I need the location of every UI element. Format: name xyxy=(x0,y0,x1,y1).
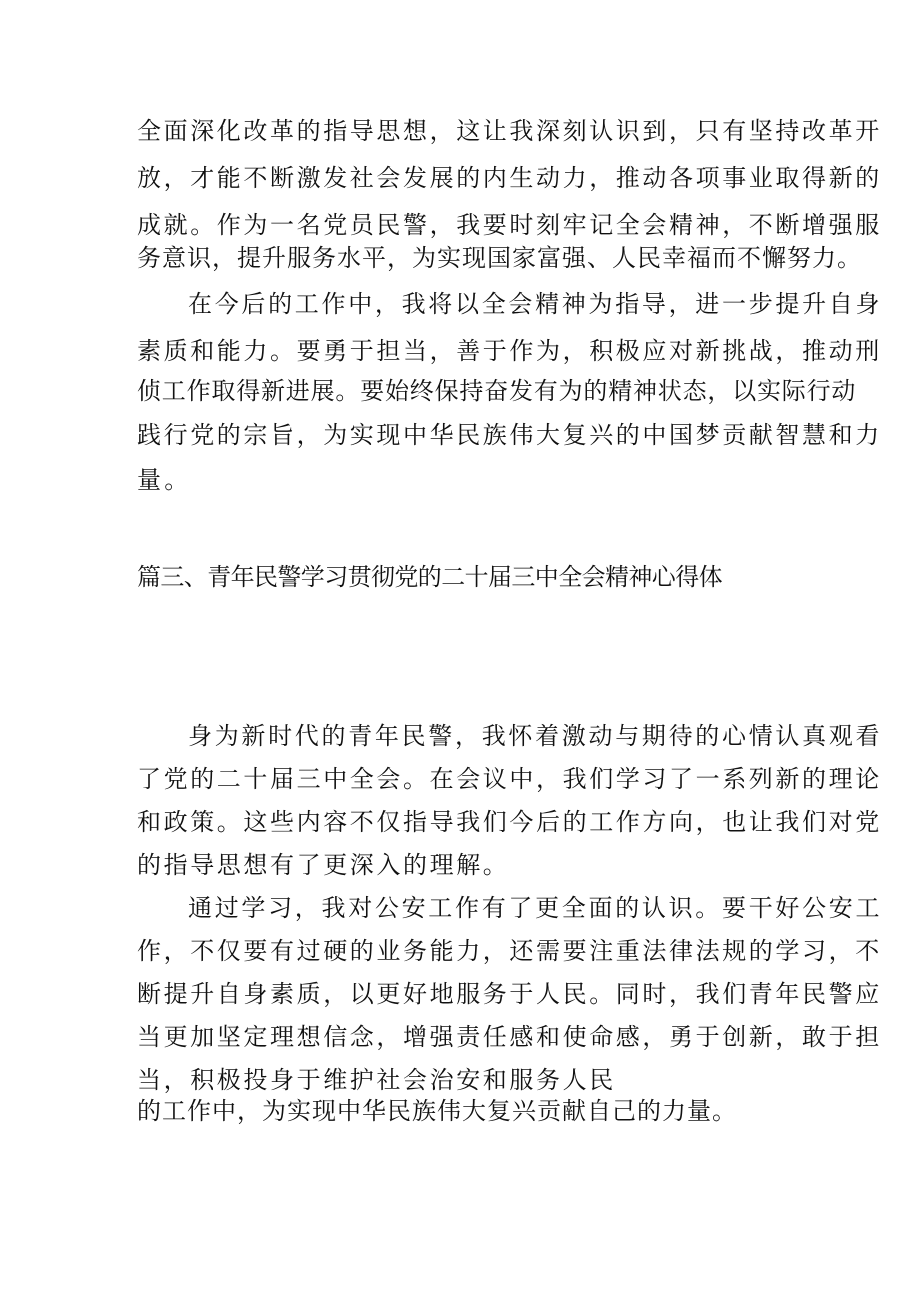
paragraph-line: 侦工作取得新进展。要始终保持奋发有为的精神状态，以实际行动 xyxy=(137,377,857,405)
paragraph-line: 践行党的宗旨，为实现中华民族伟大复兴的中国梦贡献智慧和力 xyxy=(137,421,882,449)
paragraph-line: 全面深化改革的指导思想，这让我深刻认识到，只有坚持改革开 xyxy=(137,117,882,145)
paragraph-line: 放，才能不断激发社会发展的内生动力，推动各项事业取得新的 xyxy=(137,164,882,192)
paragraph-line: 身为新时代的青年民警，我怀着激动与期待的心情认真观看 xyxy=(188,722,883,750)
paragraph-line: 当更加坚定理想信念，增强责任感和使命感，勇于创新，敢于担 xyxy=(137,1023,882,1051)
paragraph-line: 断提升自身素质，以更好地服务于人民。同时，我们青年民警应 xyxy=(137,980,882,1008)
paragraph-line: 通过学习，我对公安工作有了更全面的认识。要干好公安工 xyxy=(188,894,883,922)
paragraph-line: 在今后的工作中，我将以全会精神为指导，进一步提升自身 xyxy=(188,290,883,318)
paragraph-line: 和政策。这些内容不仅指导我们今后的工作方向，也让我们对党 xyxy=(137,808,882,836)
paragraph-line: 作，不仅要有过硬的业务能力，还需要注重法律法规的学习，不 xyxy=(137,937,882,965)
paragraph-line: 当，积极投身于维护社会治安和服务人民 xyxy=(137,1066,616,1094)
paragraph-line: 务意识，提升服务水平，为实现国家富强、人民幸福而不懈努力。 xyxy=(137,244,862,272)
paragraph-line: 的工作中，为实现中华民族伟大复兴贡献自己的力量。 xyxy=(137,1097,737,1125)
section-heading: 篇三、青年民警学习贯彻党的二十届三中全会精神心得体 xyxy=(137,563,722,591)
paragraph-line: 素质和能力。要勇于担当，善于作为，积极应对新挑战，推动刑 xyxy=(137,337,882,365)
paragraph-line: 了党的二十届三中全会。在会议中，我们学习了一系列新的理论 xyxy=(137,765,882,793)
paragraph-line: 量。 xyxy=(137,466,192,494)
paragraph-line: 成就。作为一名党员民警，我要时刻牢记全会精神，不断增强服 xyxy=(137,211,882,239)
paragraph-line: 的指导思想有了更深入的理解。 xyxy=(137,851,510,879)
